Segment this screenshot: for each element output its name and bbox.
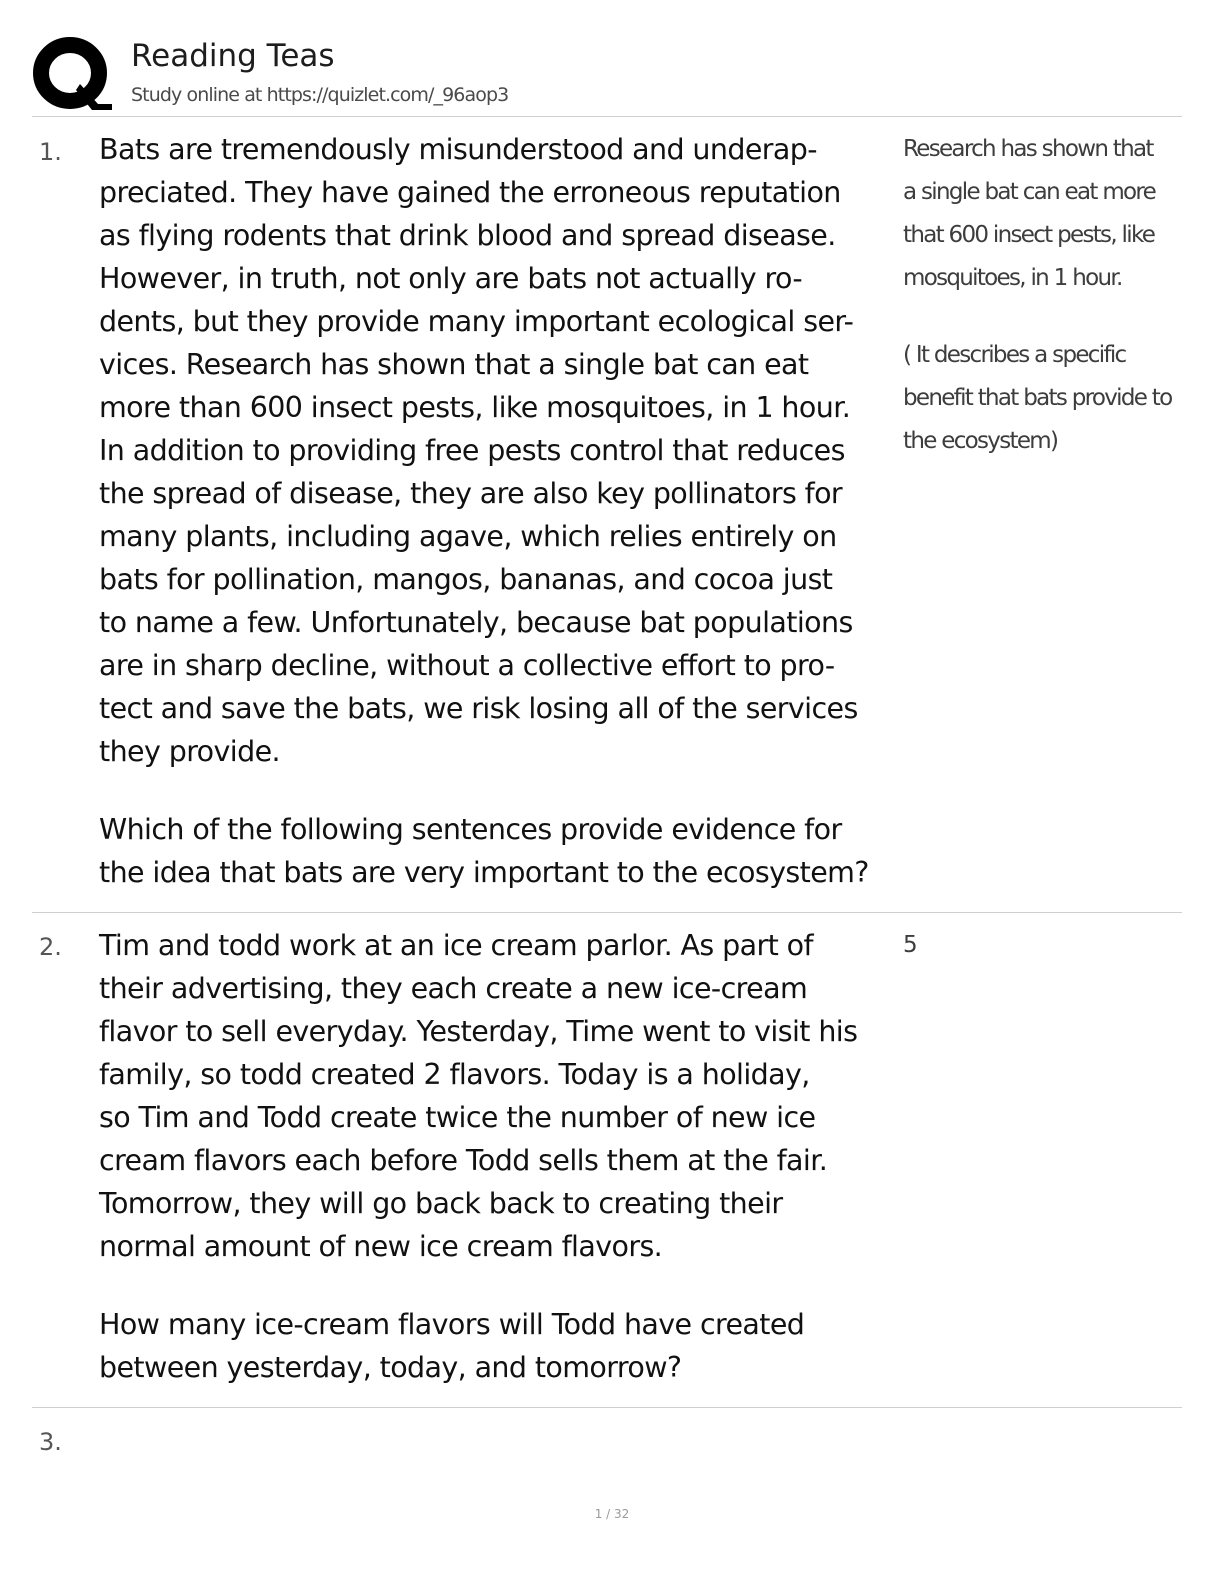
term-line: so Tim and Todd create twice the number of new ice <box>99 1101 816 1134</box>
card-divider <box>32 1407 1182 1408</box>
question-line: Which of the following sentences provide evidence for <box>99 813 842 846</box>
term-line: Bats are tremendously misunderstood and underap- <box>99 133 817 166</box>
question-line: the idea that bats are very important to the ecosystem? <box>99 856 869 889</box>
term-line: Tim and todd work at an ice cream parlor. As part of <box>99 929 813 962</box>
term-line: tect and save the bats, we risk losing all of the services <box>99 692 858 725</box>
header-divider <box>32 116 1182 117</box>
term-line: dents, but they provide many important ecological ser- <box>99 305 854 338</box>
question-line: How many ice-cream flavors will Todd have created <box>99 1308 805 1341</box>
term-line: In addition to providing free pests control that reduces <box>99 434 845 467</box>
card-number: 3. <box>39 1428 62 1456</box>
term-line: they provide. <box>99 735 280 768</box>
term-line: bats for pollination, mangos, bananas, and cocoa just <box>99 563 833 596</box>
question-line: between yesterday, today, and tomorrow? <box>99 1351 682 1384</box>
definition-note-line: benefit that bats provide to <box>903 385 1172 411</box>
term-line: more than 600 insect pests, like mosquitoes, in 1 hour. <box>99 391 851 424</box>
definition-line: Research has shown that <box>903 136 1153 162</box>
term-line: vices. Research has shown that a single bat can eat <box>99 348 809 381</box>
study-online-link[interactable]: Study online at https://quizlet.com/_96aop3 <box>131 84 509 106</box>
term-line: family, so todd created 2 flavors. Today is a holiday, <box>99 1058 810 1091</box>
card-divider <box>32 912 1182 913</box>
term-line: However, in truth, not only are bats not actually ro- <box>99 262 803 295</box>
set-title: Reading Teas <box>131 38 335 74</box>
card-number: 1. <box>39 138 62 166</box>
term-line: flavor to sell everyday. Yesterday, Time went to visit his <box>99 1015 858 1048</box>
card-term <box>99 924 899 1389</box>
card-number: 2. <box>39 933 62 961</box>
definition-note-line: ( It describes a specific <box>903 342 1126 368</box>
term-line: are in sharp decline, without a collective effort to pro- <box>99 649 835 682</box>
card-definition <box>903 924 1193 967</box>
definition-line: a single bat can eat more <box>903 179 1156 205</box>
quizlet-logo-icon <box>32 36 112 112</box>
card-definition <box>903 128 1193 463</box>
term-line: many plants, including agave, which relies entirely on <box>99 520 837 553</box>
definition-note-line: the ecosystem) <box>903 428 1058 454</box>
term-line: preciated. They have gained the erroneous reputation <box>99 176 841 209</box>
term-line: as flying rodents that drink blood and spread disease. <box>99 219 836 252</box>
term-line: cream flavors each before Todd sells them at the fair. <box>99 1144 828 1177</box>
term-line: normal amount of new ice cream flavors. <box>99 1230 663 1263</box>
term-line: their advertising, they each create a new ice-cream <box>99 972 808 1005</box>
definition-line: 5 <box>903 932 916 958</box>
definition-line: mosquitoes, in 1 hour. <box>903 265 1122 291</box>
term-line: the spread of disease, they are also key pollinators for <box>99 477 843 510</box>
term-line: to name a few. Unfortunately, because bat populations <box>99 606 853 639</box>
definition-line: that 600 insect pests, like <box>903 222 1155 248</box>
card-term <box>99 128 899 894</box>
term-line: Tomorrow, they will go back back to creating their <box>99 1187 783 1220</box>
page-number: 1 / 32 <box>594 1507 630 1521</box>
